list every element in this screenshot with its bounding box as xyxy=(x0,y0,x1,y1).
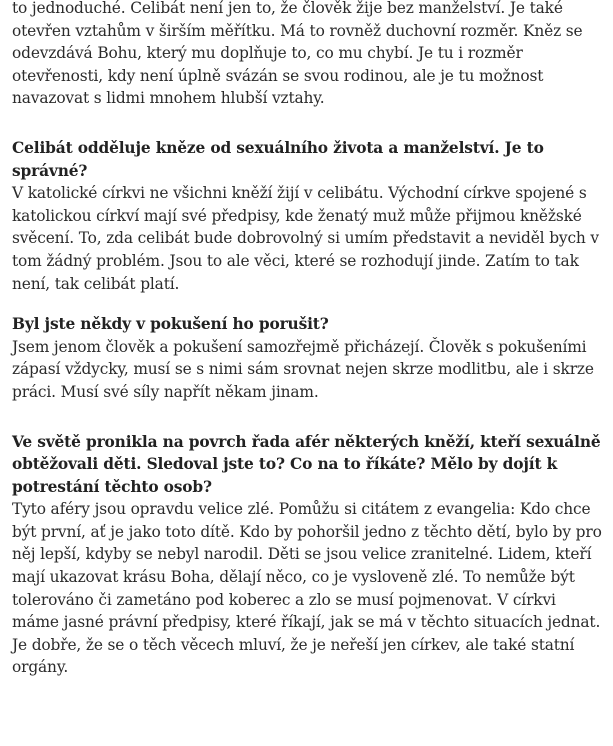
interview-answer-celibacy: V katolické církvi ne všichni kněží žijí v celibátu. Východní církve spojené s katolickou církví mají své předpisy, kde ženatý muž může přijmou kněžské svěcení. To, zda celibát bude dobrovolný si umím představit a neviděl bych v tom žádný problém. Jsou to ale věci, které se rozhodují jinde. Zatím to tak není, tak celibát platí. xyxy=(12,184,599,293)
paragraph-gap xyxy=(12,110,604,137)
paragraph-gap xyxy=(12,295,604,313)
interview-question-scandals: Ve světě pronikla na povrch řada afér některých kněží, kteří sexuálně obtěžovali děti. Sledoval jste to? Co na to říkáte? Mělo by dojít k potrestání těchto osob? xyxy=(12,432,601,496)
interview-question-celibacy: Celibát odděluje kněze od sexuálního života a manželství. Je to správné? xyxy=(12,138,544,180)
article-body xyxy=(12,0,604,679)
intro-paragraph: to jednoduché. Celibát není jen to, že člověk žije bez manželství. Je také otevřen vztahům v širším měřítku. Má to rovněž duchovní rozměr. Kněz se odevzdává Bohu, který mu doplňuje to, co mu chybí. Je tu i rozměr otevřenosti, kdy není úplně svázán se svou rodinou, ale je tu možnost navazovat s lidmi mnohem hlubší vztahy. xyxy=(12,0,583,108)
interview-answer-scandals: Tyto aféry jsou opravdu velice zlé. Pomůžu si citátem z evangelia: Kdo chce být první, ať je jako toto dítě. Kdo by pohoršil jedno z těchto dětí, bylo by pro něj lepší, kdyby se nebyl narodil. Děti se jsou velice zranitelné. Lidem, kteří mají ukazovat krásu Boha, dělají něco, co je vysloveně zlé. To nemůže být tolerováno či zametáno pod koberec a zlo se musí pojmenovat. V církvi máme jasné právní předpisy, které říkají, jak se má v těchto situacích jednat. Je dobře, že se o těch věcech mluví, že je neřeší jen církev, ale také statní orgány. xyxy=(12,500,602,677)
interview-question-temptation: Byl jste někdy v pokušení ho porušit? xyxy=(12,315,329,334)
interview-answer-temptation: Jsem jenom člověk a pokušení samozřejmě přicházejí. Člověk s pokušeními zápasí vždycky, musí se s nimi sám srovnat nejen skrze modlitbu, ale i skrze práci. Musí své síly napřít někam jinam. xyxy=(12,337,594,401)
paragraph-gap xyxy=(12,404,604,431)
